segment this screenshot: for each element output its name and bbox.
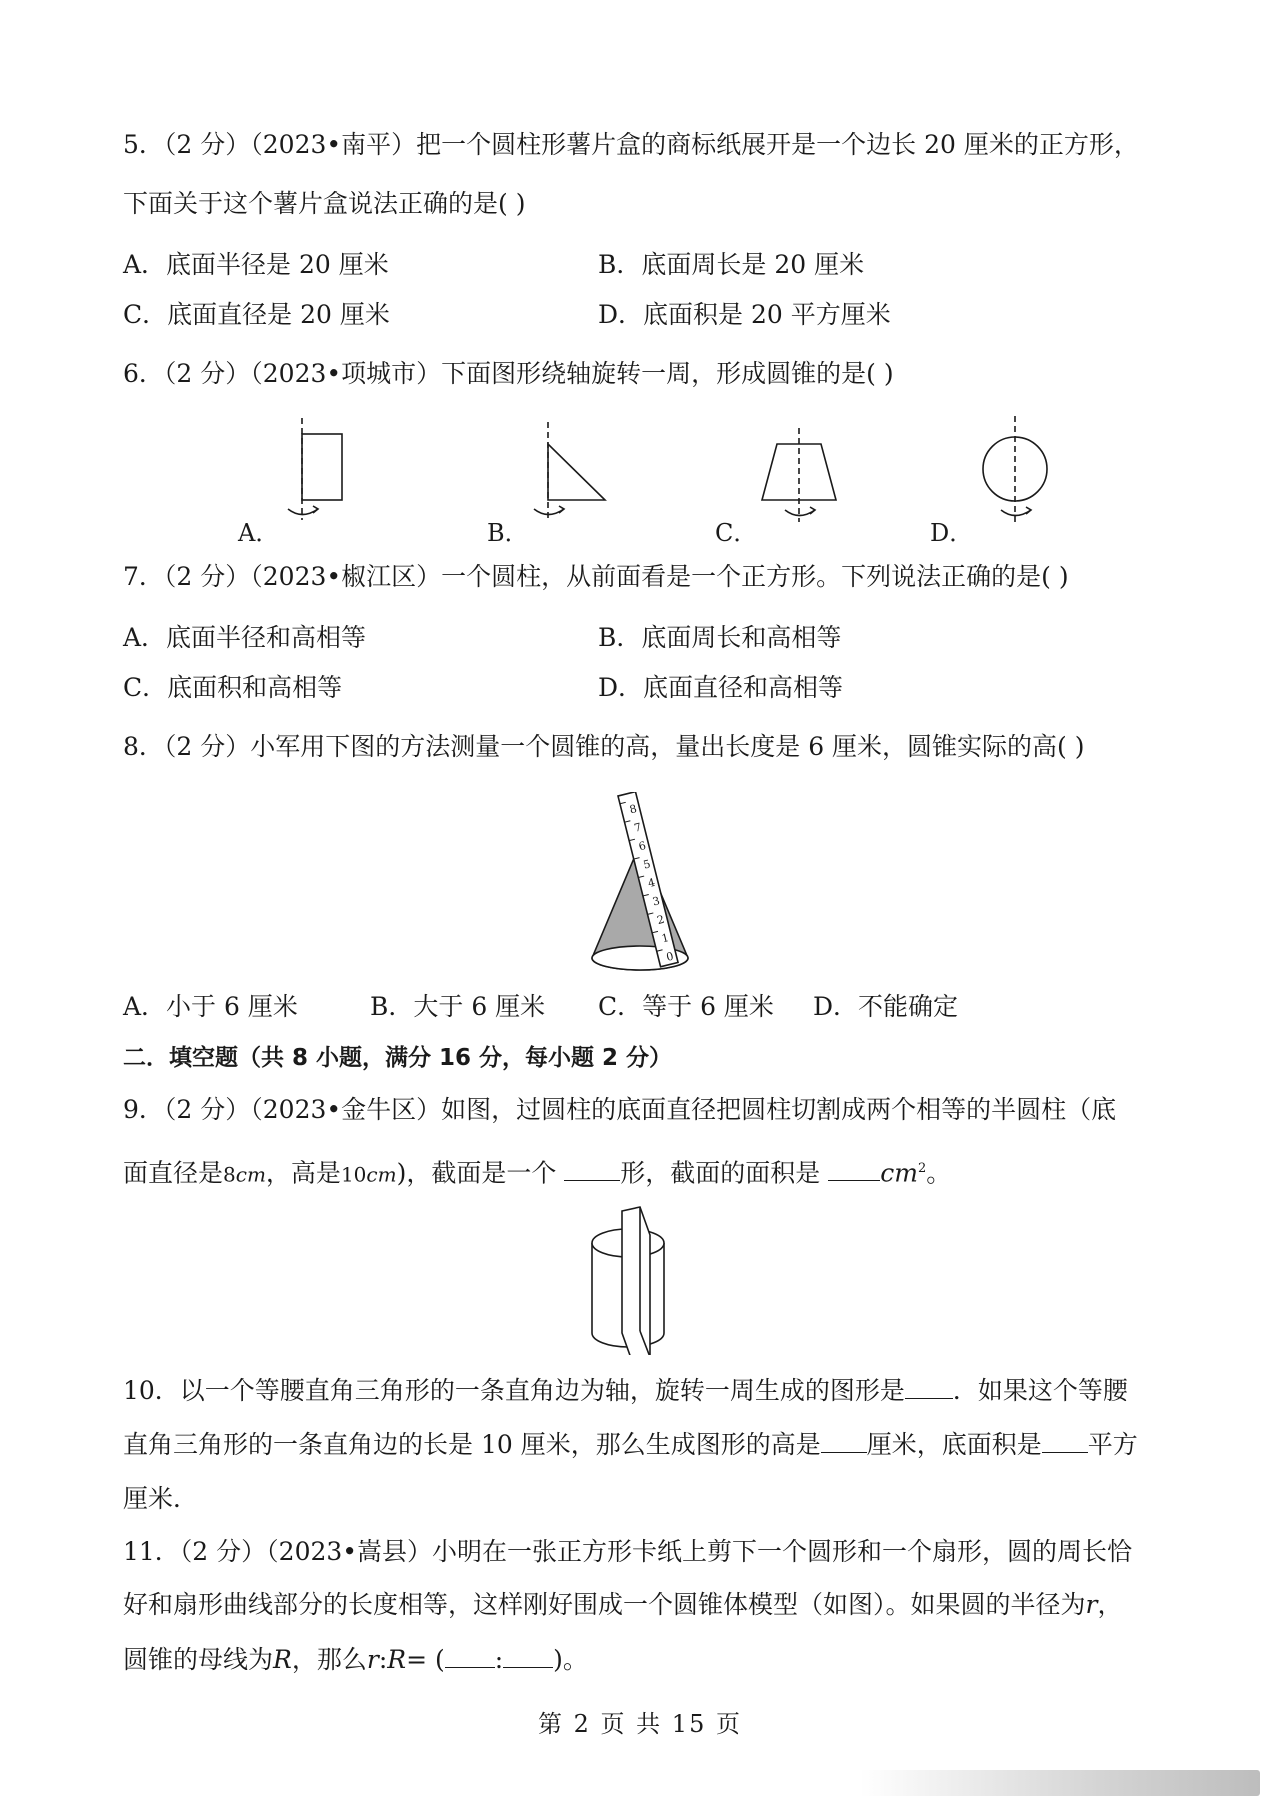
q5-stem-line1: 5．（2 分）（2023•南平）把一个圆柱形薯片盒的商标纸展开是一个边长 20 厘米的正方形， — [123, 130, 1139, 159]
q8-cone-ruler-figure — [582, 792, 712, 972]
q6-stem: 6．（2 分）（2023•项城市）下面图形绕轴旋转一周，形成圆锥的是( ) — [123, 359, 894, 388]
q6-label-a: A． — [238, 519, 280, 547]
q6-label-b: B． — [487, 519, 529, 547]
q6-label-d: D． — [930, 519, 974, 547]
q10-line1: 10．以一个等腰直角三角形的一条直角边为轴，旋转一周生成的图形是 ．如果这个等腰 — [123, 1376, 1128, 1405]
q9-stem-line1: 9．（2 分）（2023•金牛区）如图，过圆柱的底面直径把圆柱切割成两个相等的半圆柱（底 — [123, 1095, 1117, 1124]
q10-line3: 厘米． — [123, 1484, 199, 1513]
q6-triangle-figure — [548, 444, 605, 500]
q8-ruler-mark-5: 5 — [641, 857, 652, 872]
q8-ruler-mark-1: 1 — [660, 931, 671, 946]
q10-blank-shape[interactable] — [905, 1376, 953, 1399]
q9-half-cylinder-figure — [584, 1205, 704, 1355]
q8-option-b: B．大于 6 厘米 — [370, 992, 546, 1021]
q7-stem: 7．（2 分）（2023•椒江区）一个圆柱，从前面看是一个正方形。下列说法正确的是( ) — [123, 562, 1069, 591]
q8-ruler-mark-8: 8 — [628, 802, 639, 817]
q10-blank-height[interactable] — [821, 1430, 867, 1453]
q9-stem-line2: 面直径是8cm，高是10cm)，截面是一个 形，截面的面积是 $cm^2$。 — [123, 1158, 952, 1188]
q7-option-c: C．底面积和高相等 — [123, 673, 343, 702]
q8-ruler-mark-7: 7 — [632, 820, 643, 835]
q7-option-a: A．底面半径和高相等 — [123, 623, 367, 652]
q8-ruler-mark-2: 2 — [655, 912, 666, 927]
q8-ruler-mark-3: 3 — [651, 894, 662, 909]
q6-label-c: C． — [715, 519, 758, 547]
q8-ruler-mark-6: 6 — [637, 838, 648, 854]
q9-cut-plane — [622, 1207, 650, 1355]
q9-blank-area[interactable] — [828, 1158, 880, 1181]
page-edge-shadow — [860, 1770, 1260, 1796]
q10-line2: 直角三角形的一条直角边的长是 10 厘米，那么生成图形的高是 厘米，底面积是 平方 — [123, 1430, 1138, 1459]
q7-option-d: D．底面直径和高相等 — [598, 673, 844, 702]
q11-blank-R[interactable] — [503, 1645, 553, 1668]
q8-option-c: C．等于 6 厘米 — [598, 992, 774, 1021]
q10-blank-base-area[interactable] — [1042, 1430, 1088, 1453]
q5-option-b: B．底面周长是 20 厘米 — [598, 250, 865, 279]
q11-blank-r[interactable] — [445, 1645, 495, 1668]
q9-blank-shape[interactable] — [564, 1158, 620, 1181]
q11-line1: 11．（2 分）（2023•嵩县）小明在一张正方形卡纸上剪下一个圆形和一个扇形，圆的周长恰 — [123, 1537, 1133, 1566]
section-2-heading: 二．填空题（共 8 小题，满分 16 分，每小题 2 分） — [123, 1045, 673, 1071]
q5-option-a: A．底面半径是 20 厘米 — [123, 250, 389, 279]
q8-option-d: D．不能确定 — [813, 992, 959, 1021]
q8-option-a: A．小于 6 厘米 — [123, 992, 298, 1021]
q5-option-d: D．底面积是 20 平方厘米 — [598, 300, 891, 329]
page-footer: 第 2 页 共 15 页 — [538, 1710, 742, 1738]
q6-figures — [0, 410, 1280, 550]
q8-ruler-mark-4: 4 — [646, 875, 657, 891]
q5-option-c: C．底面直径是 20 厘米 — [123, 300, 390, 329]
q8-stem: 8．（2 分）小军用下图的方法测量一个圆锥的高，量出长度是 6 厘米，圆锥实际的高( ) — [123, 732, 1085, 761]
q8-ruler-mark-0: 0 — [664, 949, 675, 964]
q5-stem-line2: 下面关于这个薯片盒说法正确的是( ) — [123, 189, 526, 218]
q7-option-b: B．底面周长和高相等 — [598, 623, 842, 652]
q6-rectangle-figure — [302, 434, 342, 500]
q11-line2: 好和扇形曲线部分的长度相等，这样刚好围成一个圆锥体模型（如图）。如果圆的半径为r， — [123, 1590, 1123, 1619]
q11-line3: 圆锥的母线为R，那么r:R= ( : )。 — [123, 1645, 588, 1674]
